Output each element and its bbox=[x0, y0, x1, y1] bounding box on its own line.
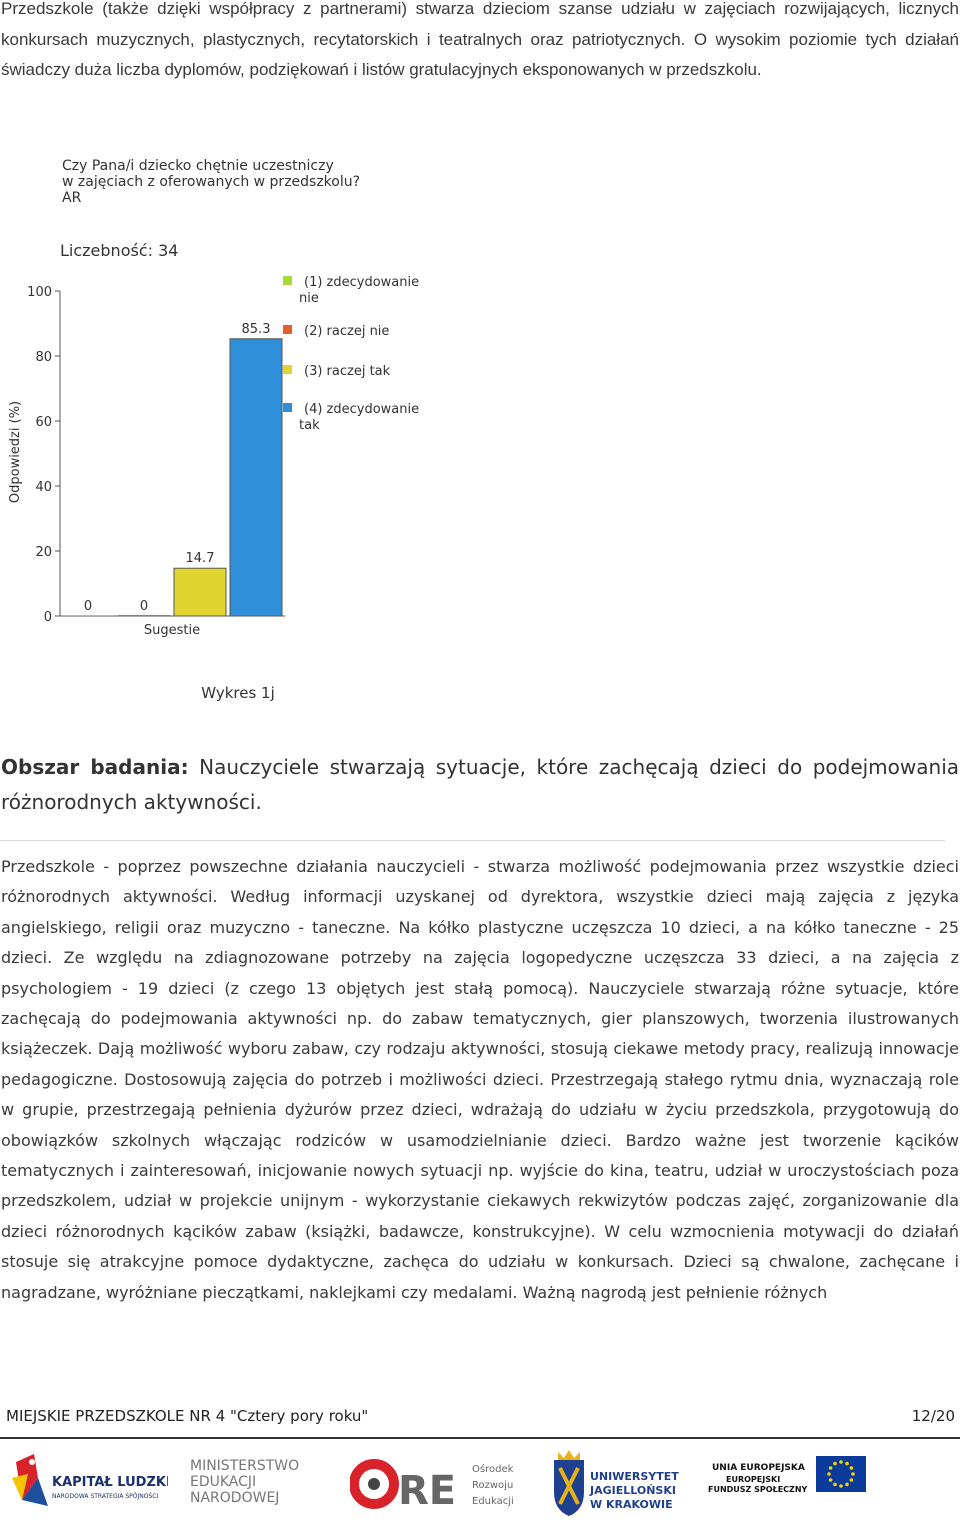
intro-paragraph: Przedszkole (także dzięki współpracy z partnerami) stwarza dzieciom szanse udziału w zajęciach rozwijających, licznych konkursach muzycznych, plastycznych, recytatorskich i teatralnych oraz patriotycznych. O wysokim poziomie tych działań świadczy duża liczba dyplomów, podziękowań i listów gratulacyjnych eksponowanych w przedszkolu. bbox=[1, 0, 959, 79]
bar-2 bbox=[118, 615, 170, 616]
legend-label-1-2: nie bbox=[299, 291, 319, 306]
legend-label-2-1: (2) raczej nie bbox=[304, 324, 390, 339]
legend-swatch-4 bbox=[283, 403, 292, 412]
eu-star bbox=[833, 1483, 837, 1487]
ore-logo bbox=[350, 1448, 525, 1520]
research-area-label: Obszar badania: bbox=[1, 755, 189, 779]
chart-title-line-1: Czy Pana/i dziecko chętnie uczestniczy bbox=[62, 158, 334, 174]
men-logo bbox=[188, 1448, 313, 1520]
eu-star bbox=[829, 1478, 833, 1482]
sponsor-logos bbox=[0, 1448, 960, 1523]
eu-star bbox=[829, 1466, 833, 1470]
ore-logo-line3: Edukacji bbox=[472, 1496, 514, 1507]
research-area-text: Nauczyciele stwarzają sytuacje, które zachęcają dzieci do podejmowania różnorodnych aktywności. bbox=[1, 755, 960, 814]
divider bbox=[0, 840, 945, 841]
uj-logo-line3: W KRAKOWIE bbox=[590, 1498, 673, 1511]
bar-value-label-1: 0 bbox=[83, 599, 93, 614]
uj-logo-line1: UNIWERSYTET bbox=[590, 1470, 679, 1483]
y-axis-label: Odpowiedzi (%) bbox=[8, 400, 23, 504]
legend-label-3-1: (3) raczej tak bbox=[304, 364, 391, 379]
bar-value-label-3: 14.7 bbox=[185, 551, 215, 567]
y-tick-label: 80 bbox=[35, 350, 52, 365]
kapital-ludzki-logo bbox=[8, 1448, 168, 1520]
uj-logo bbox=[548, 1448, 688, 1520]
research-area bbox=[1, 750, 959, 820]
y-tick-label: 20 bbox=[35, 545, 52, 560]
men-logo-line3: NARODOWEJ bbox=[190, 1490, 280, 1506]
svg-text:RE: RE bbox=[398, 1468, 457, 1514]
chart-legend bbox=[283, 275, 419, 433]
ore-logo-line1: Ośrodek bbox=[472, 1464, 514, 1475]
eu-star bbox=[833, 1462, 837, 1466]
eu-star bbox=[850, 1466, 854, 1470]
chart-title-line-3: AR bbox=[62, 190, 82, 206]
eu-logo-line3: FUNDUSZ SPOŁECZNY bbox=[708, 1485, 808, 1494]
chart-title-line-2: w zajęciach z oferowanych w przedszkolu? bbox=[62, 174, 361, 190]
eu-logo bbox=[706, 1448, 876, 1520]
y-tick-label: 0 bbox=[43, 610, 52, 625]
bar-4 bbox=[230, 339, 282, 616]
eu-star bbox=[845, 1462, 849, 1466]
main-paragraph: Przedszkole - poprzez powszechne działania nauczycieli - stwarza możliwość podejmowania przez wszystkie dzieci różnorodnych aktywności. Według informacji uzyskanej od dyrektora, wszystkie dzieci mają zajęcia z języka angielskiego, religii oraz muzyczno - taneczne. Na kółko plastyczne uczęszcza 10 dzieci, a na kółko taneczne - 25 dzieci. Ze względu na zdiagnozowane potrzeby na zajęcia logopedyczne uczęszcza 33 dzieci, a na zajęcia z psychologiem - 19 dzieci (z czego 13 objętych jest stałą pomocą). Nauczyciele stwarzają różne sytuacje, które zachęcają do podejmowania aktywności np. do zabaw tematycznych, gier planszowych, tworzenia ilustrowanych książeczek. Dają możliwość wyboru zabaw, czy rodzaju aktywności, stosują ciekawe metody pracy, realizują innowacje pedagogiczne. Dostosowują zajęcia do potrzeb i możliwości dzieci. Przestrzegają stałego rytmu dnia, wyznaczają role w grupie, przestrzegają pełnienia dyżurów przez dzieci, wdrażają do udziału w życiu przedszkola, przygotowują do obowiązków szkolnych włączając rodziców w usamodzielnianie dzieci. Bardzo ważne jest tworzenie kącików tematycznych i zainteresowań, inicjowanie nowych sytuacji np. wyjście do kina, teatru, udział w uroczystościach poza przedszkolem, udział w projekcie unijnym - wykorzystanie ciekawych rekwizytów podczas zajęć, zorganizowanie dla dzieci różnorodnych kącików zabaw (książki, badawcze, konstrukcyjne). W celu wzmocnienia motywacji do działań stosuje się atrakcyjne pomoce dydaktyczne, zachęca do udziału w konkursach. Dzieci są chwalone, zachęcane i nagradzane, wyróżniane pieczątkami, naklejkami czy medalami. Ważną nagrodą jest pełnienie różnych bbox=[1, 857, 959, 1302]
bar-1 bbox=[62, 615, 114, 616]
men-logo-line2: EDUKACJI bbox=[190, 1474, 257, 1490]
y-tick-label: 60 bbox=[35, 415, 52, 430]
eu-star bbox=[850, 1478, 854, 1482]
y-tick-label: 100 bbox=[27, 285, 52, 300]
kapital-logo-subtitle: NARODOWA STRATEGIA SPÓJNOŚCI bbox=[52, 1493, 159, 1500]
eu-star bbox=[839, 1484, 843, 1488]
uj-logo-line2: JAGIELLOŃSKI bbox=[590, 1484, 676, 1497]
bar-3 bbox=[174, 568, 226, 616]
chart-count-label: Liczebność: 34 bbox=[60, 241, 179, 260]
legend-swatch-1 bbox=[283, 276, 292, 285]
ore-logo-line2: Rozwoju bbox=[472, 1480, 514, 1491]
legend-label-4-1: (4) zdecydowanie bbox=[304, 402, 420, 417]
footer-divider bbox=[0, 1437, 960, 1439]
legend-swatch-2 bbox=[283, 325, 292, 334]
chart-bars bbox=[62, 322, 282, 616]
eu-star bbox=[851, 1472, 855, 1476]
men-logo-line1: MINISTERSTWO bbox=[190, 1458, 300, 1474]
x-axis-label: Sugestie bbox=[143, 623, 201, 638]
bar-value-label-2: 0 bbox=[139, 599, 149, 614]
page-number: 12/20 bbox=[911, 1407, 955, 1425]
legend-label-4-2: tak bbox=[299, 418, 320, 433]
footer-title: MIEJSKIE PRZEDSZKOLE NR 4 "Cztery pory roku" bbox=[6, 1407, 369, 1425]
eu-star bbox=[839, 1460, 843, 1464]
kapital-logo-title: KAPITAŁ LUDZKI bbox=[52, 1475, 168, 1490]
bar-value-label-4: 85.3 bbox=[241, 321, 271, 337]
eu-star bbox=[827, 1472, 831, 1476]
eu-star bbox=[845, 1483, 849, 1487]
chart-title bbox=[62, 158, 360, 206]
eu-logo-line2: EUROPEJSKI bbox=[726, 1475, 781, 1484]
y-tick-label: 40 bbox=[35, 480, 52, 495]
bar-chart bbox=[0, 145, 470, 650]
legend-label-1-1: (1) zdecydowanie bbox=[304, 275, 420, 290]
legend-swatch-3 bbox=[283, 365, 292, 374]
eu-logo-line1: UNIA EUROPEJSKA bbox=[712, 1463, 805, 1473]
chart-caption: Wykres 1j bbox=[201, 684, 275, 702]
